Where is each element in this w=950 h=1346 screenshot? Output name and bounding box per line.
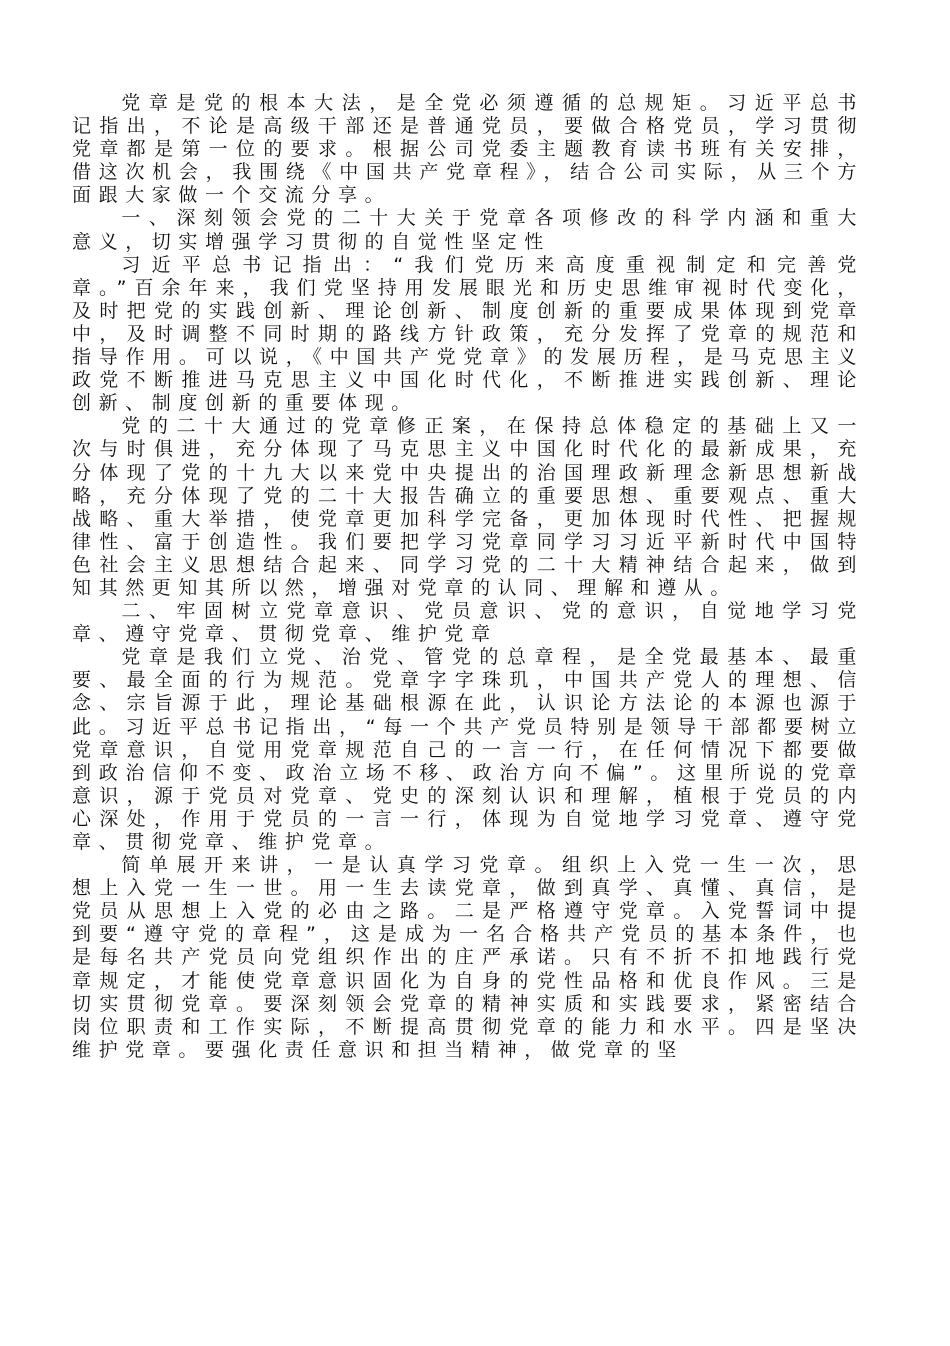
paragraph: 党章是我们立党、治党、管党的总章程，是全党最基本、最重要、最全面的行为规范。党章字字珠玑，中国共产党人的理想、信念、宗旨源于此，理论基础根源在此，认识论方法论的本源也源于此。习近平总书记指出，“每一个共产党员特别是领导干部都要树立党章意识，自觉用党章规范自己的一言一行，在任何情况下都要做到政治信仰不变、政治立场不移、政治方向不偏”。这里所说的党章意识，源于党员对党章、党史的深刻认识和理解，植根于党员的内心深处，作用于党员的一言一行，体现为自觉地学习党章、遵守党章、贯彻党章、维护党章。	[72, 646, 864, 853]
document-body	[72, 92, 864, 1062]
section-heading-one: 一、深刻领会党的二十大关于党章各项修改的科学内涵和重大意义，切实增强学习贯彻的自觉性坚定性	[72, 207, 864, 253]
paragraph-intro: 党章是党的根本大法，是全党必须遵循的总规矩。习近平总书记指出，不论是高级干部还是普通党员，要做合格党员，学习贯彻党章都是第一位的要求。根据公司党委主题教育读书班有关安排，借这次机会，我围绕《中国共产党章程》，结合公司实际，从三个方面跟大家做一个交流分享。	[72, 92, 864, 207]
paragraph: 习近平总书记指出：“我们党历来高度重视制定和完善党章。”百余年来，我们党坚持用发展眼光和历史思维审视时代变化，及时把党的实践创新、理论创新、制度创新的重要成果体现到党章中，及时调整不同时期的路线方针政策，充分发挥了党章的规范和指导作用。可以说，《中国共产党党章》的发展历程，是马克思主义政党不断推进马克思主义中国化时代化，不断推进实践创新、理论创新、制度创新的重要体现。	[72, 253, 864, 415]
paragraph: 简单展开来讲，一是认真学习党章。组织上入党一生一次，思想上入党一生一世。用一生去读党章，做到真学、真懂、真信，是党员从思想上入党的必由之路。二是严格遵守党章。入党誓词中提到要“遵守党的章程”，这是成为一名合格共产党员的基本条件，也是每名共产党员向党组织作出的庄严承诺。只有不折不扣地践行党章规定，才能使党章意识固化为自身的党性品格和优良作风。三是切实贯彻党章。要深刻领会党章的精神实质和实践要求，紧密结合岗位职责和工作实际，不断提高贯彻党章的能力和水平。四是坚决维护党章。要强化责任意识和担当精神，做党章的坚	[72, 854, 864, 1061]
paragraph: 党的二十大通过的党章修正案，在保持总体稳定的基础上又一次与时俱进，充分体现了马克思主义中国化时代化的最新成果，充分体现了党的十九大以来党中央提出的治国理政新理念新思想新战略，充分体现了党的二十大报告确立的重要思想、重要观点、重大战略、重大举措，使党章更加科学完备，更加体现时代性、把握规律性、富于创造性。我们要把学习党章同学习习近平新时代中国特色社会主义思想结合起来、同学习党的二十大精神结合起来，做到知其然更知其所以然，增强对党章的认同、理解和遵从。	[72, 415, 864, 599]
section-heading-two: 二、牢固树立党章意识、党员意识、党的意识，自觉地学习党章、遵守党章、贯彻党章、维护党章	[72, 600, 864, 646]
